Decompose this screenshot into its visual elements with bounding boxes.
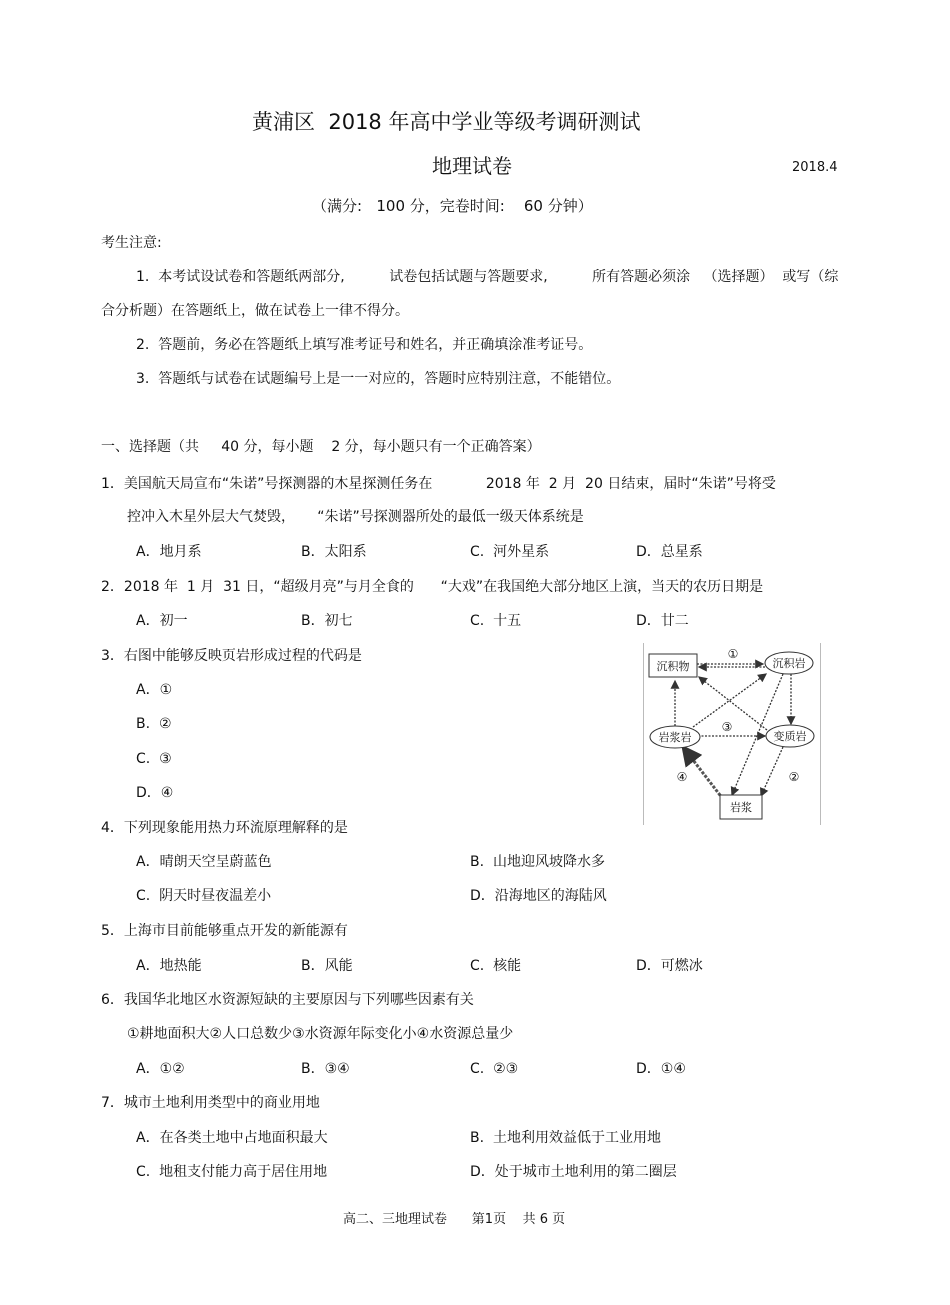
node-igneous-label: 岩浆岩	[658, 731, 692, 744]
notes-heading: 考生注意:	[101, 235, 162, 251]
q7-option-d: D．处于城市土地利用的第二圈层	[470, 1164, 677, 1180]
exam-title: 黄浦区 2018 年高中学业等级考调研测试	[252, 110, 641, 134]
page-footer: 高二、三地理试卷 第1页 共 6 页	[343, 1212, 566, 1227]
note-1-line1: 1. 本考试设试卷和答题纸两部分, 试卷包括试题与答题要求, 所有答题必须涂 （选择题） 或写（综	[136, 269, 839, 285]
q6-option-c: C. ②③	[470, 1061, 519, 1077]
note-1-line2: 合分析题）在答题纸上，做在试卷上一律不得分。	[101, 303, 409, 319]
q1-option-c: C. 河外星系	[470, 544, 550, 560]
q5-option-b: B．风能	[301, 958, 353, 974]
q1-stem-line2: 控冲入木星外层大气焚毁， “朱诺”号探测器所处的最低一级天体系统是	[127, 509, 584, 525]
q6-statements: ①耕地面积大②人口总数少③水资源年际变化小④水资源总量少	[127, 1026, 514, 1042]
q7-option-b: B. 土地利用效益低于工业用地	[470, 1130, 661, 1146]
node-sedimentary-label: 沉积岩	[772, 657, 806, 670]
q3-option-c: C. ③	[136, 751, 172, 767]
q4-option-d: D．沿海地区的海陆风	[470, 888, 607, 904]
q4-option-c: C. 阴天时昼夜温差小	[136, 888, 272, 904]
q5-option-d: D．可燃冰	[636, 958, 703, 974]
arrow-metamorphic-to-magma	[761, 747, 783, 796]
node-sediment-label: 沉积物	[656, 660, 690, 673]
q7-option-a: A．在各类土地中占地面积最大	[136, 1130, 328, 1146]
q4-stem: 4．下列现象能用热力环流原理解释的是	[101, 820, 348, 836]
q4-option-a: A．晴朗天空呈蔚蓝色	[136, 854, 272, 870]
process-label-3: ③	[721, 720, 733, 734]
process-label-1: ①	[727, 647, 739, 661]
arrow-metamorphic-to-sediment	[699, 677, 767, 730]
q6-stem: 6．我国华北地区水资源短缺的主要原因与下列哪些因素有关	[101, 992, 474, 1008]
section-heading: 一、选择题（共 40 分，每小题 2 分，每小题只有一个正确答案）	[101, 439, 541, 455]
q3-stem: 3．右图中能够反映页岩形成过程的代码是	[101, 648, 362, 664]
node-metamorphic-label: 变质岩	[773, 730, 807, 743]
paper-subtitle: 地理试卷	[432, 154, 512, 178]
q1-option-b: B．太阳系	[301, 544, 367, 560]
q1-stem-line1: 1．美国航天局宣布“朱诺”号探测器的木星探测任务在 2018 年 2 月 20 日结束，届时“朱诺”号将受	[101, 476, 776, 492]
q2-option-c: C. 十五	[470, 613, 522, 629]
q6-option-b: B．③④	[301, 1061, 350, 1077]
q3-option-a: A．①	[136, 682, 173, 698]
q3-option-b: B. ②	[136, 716, 172, 732]
q2-stem: 2．2018 年 1 月 31 日，“超级月亮”与月全食的 “大戏”在我国绝大部分地区上演，当天的农历日期是	[101, 579, 764, 595]
q3-option-d: D．④	[136, 785, 174, 801]
exam-date: 2018.4	[792, 160, 838, 175]
q4-option-b: B. 山地迎风坡降水多	[470, 854, 605, 870]
q6-option-a: A．①②	[136, 1061, 185, 1077]
q5-stem: 5．上海市目前能够重点开发的新能源有	[101, 923, 348, 939]
q1-option-d: D．总星系	[636, 544, 703, 560]
q2-option-a: A．初一	[136, 613, 188, 629]
note-3: 3. 答题纸与试卷在试题编号上是一一对应的，答题时应特别注意，不能错位。	[136, 371, 621, 387]
process-label-4: ④	[676, 770, 688, 784]
node-magma-label: 岩浆	[730, 801, 752, 814]
arrow-magma-to-igneous	[683, 747, 723, 799]
process-label-2: ②	[788, 770, 800, 784]
rock-cycle-diagram	[643, 643, 823, 825]
note-2: 2. 答题前，务必在答题纸上填写准考证号和姓名，并正确填涂准考证号。	[136, 337, 593, 353]
q7-stem: 7．城市土地利用类型中的商业用地	[101, 1095, 320, 1111]
q2-option-d: D．廿二	[636, 613, 689, 629]
q6-option-d: D．①④	[636, 1061, 686, 1077]
q7-option-c: C. 地租支付能力高于居住用地	[136, 1164, 328, 1180]
q2-option-b: B．初七	[301, 613, 353, 629]
exam-info: （满分: 100 分，完卷时间: 60 分钟）	[312, 197, 593, 215]
q5-option-a: A．地热能	[136, 958, 202, 974]
q5-option-c: C. 核能	[470, 958, 522, 974]
q1-option-a: A．地月系	[136, 544, 202, 560]
